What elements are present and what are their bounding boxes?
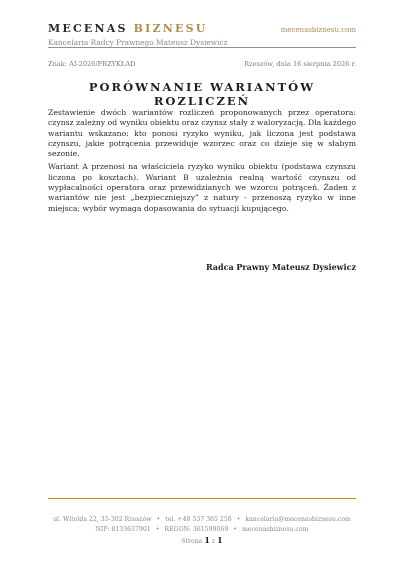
header-website: mecenasbiznesu.com <box>280 26 356 34</box>
letterhead <box>48 22 356 47</box>
footer-regon: REGON: 361599069 <box>164 526 229 533</box>
footer-phone: tel. +48 537 365 258 <box>165 516 232 523</box>
signature: Radca Prawny Mateusz Dysiewicz <box>205 262 356 272</box>
page-total: 1 <box>217 535 223 545</box>
body-paragraph: Wariant A przenosi na właściciela ryzyko wyniku obiektu (podstawa czynszu liczona po kosztach). Wariant B uzależnia realną wartość czynszu od wypłacalności operatora oraz przewidzianych we wzorcu potrąceń. Żaden z wariantów nie jest „bezpieczniejszy” z natury - przenoszą ryzyko w inne miejsca; wybór wymaga dopasowania do sytuacji kupującego. <box>48 162 356 213</box>
brand-logo <box>48 22 208 35</box>
footer-email: kancelaria@mecenasbiznesu.com <box>245 516 351 523</box>
page-number <box>48 535 356 547</box>
header-divider <box>48 47 356 48</box>
place-date: Rzeszów, dnia 16 sierpnia 2026 r. <box>244 60 356 68</box>
firm-subtitle: Kancelaria Radcy Prawnego Mateusz Dysiewicz <box>48 38 228 47</box>
meta-row <box>48 60 356 68</box>
footer-nip: NIP: 8133637901 <box>95 526 151 533</box>
document-body <box>48 108 356 217</box>
footer <box>48 515 356 547</box>
brand-accent: BIZNESU <box>133 22 208 35</box>
footer-line-2 <box>48 525 356 535</box>
page-prefix: Strona <box>181 538 203 545</box>
bullet-separator: • <box>156 516 161 523</box>
body-paragraph: Zestawienie dwóch wariantów rozliczeń proponowanych przez operatora: czynsz zależny od wyniku obiektu oraz czynsz stały z waloryzacją. Dla każdego wariantu wskazano: kto ponosi ryzyko wyniku, jak liczona jest podstawa czynszu, jakie potrącenia przewiduje wzorzec oraz co dzieje się w słabym sezonie. <box>48 108 356 159</box>
brand-row <box>48 22 356 35</box>
document-title: PORÓWNANIE WARIANTÓW ROZLICZEŃ <box>88 80 316 108</box>
brand-primary: MECENAS <box>48 22 128 35</box>
bullet-separator: • <box>155 526 160 533</box>
footer-address: ul. Witolda 22, 35-302 Rzeszów <box>53 516 152 523</box>
bullet-separator: • <box>233 526 237 533</box>
footer-line-1 <box>48 515 356 525</box>
bullet-separator: • <box>236 516 241 523</box>
footer-divider <box>48 498 356 499</box>
page-sep: z <box>211 538 216 545</box>
footer-site: mecenasbiznesu.com <box>241 526 309 533</box>
reference-number: Znak: AI-2026/PRZYKŁAD <box>48 60 136 68</box>
page-current: 1 <box>204 535 210 545</box>
